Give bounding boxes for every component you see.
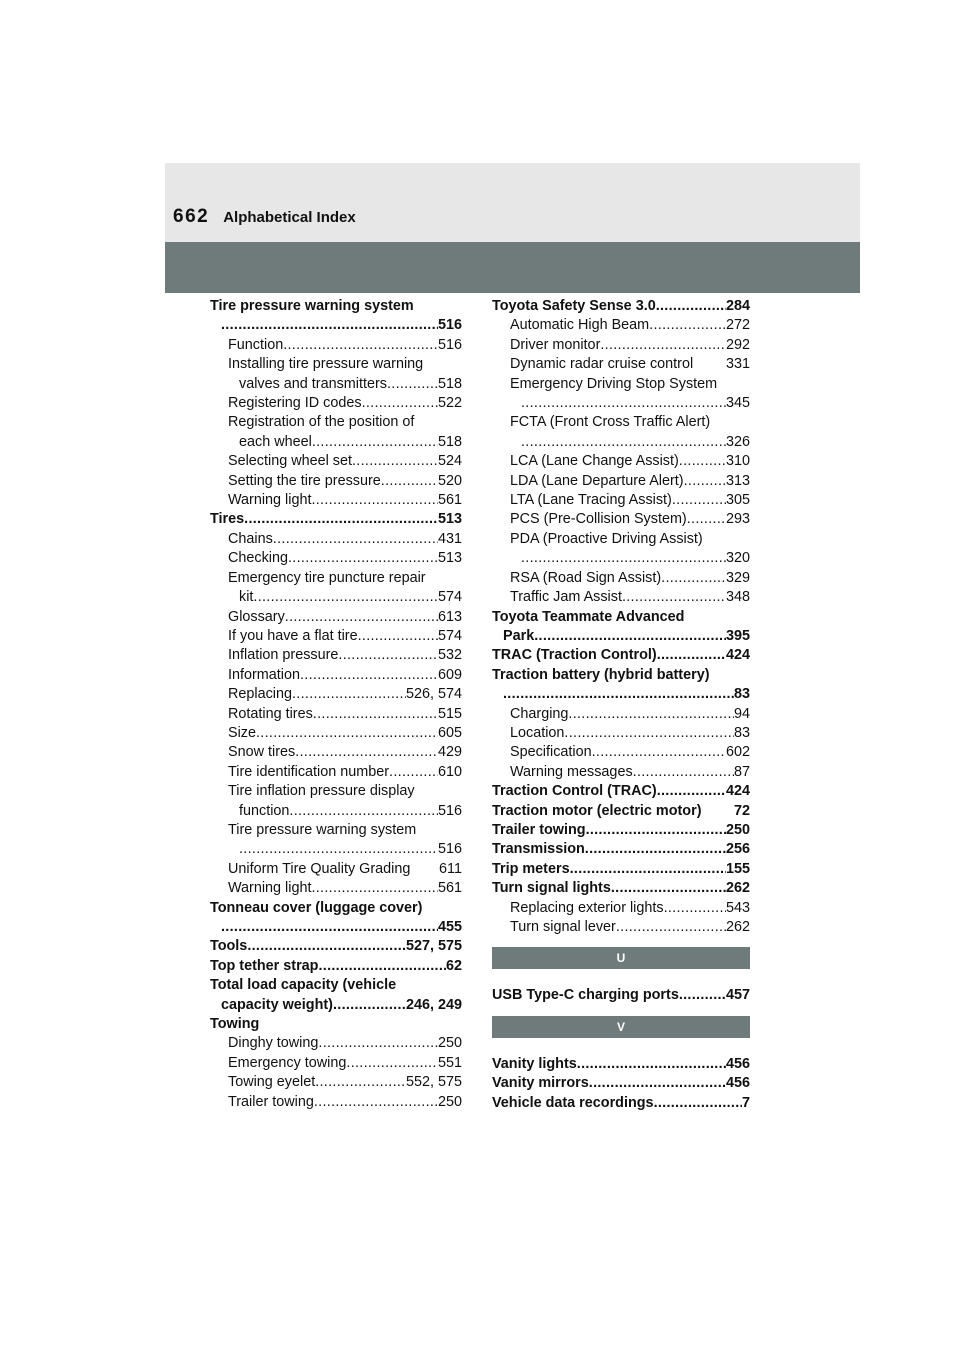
page-reference: 62 (445, 957, 462, 974)
index-entry: Traction battery (hybrid battery) (492, 666, 710, 683)
page-reference: 345 (725, 395, 750, 412)
entry-term: Dinghy towing (228, 1035, 319, 1052)
index-column-right (492, 297, 750, 1113)
page-reference: 331 (725, 356, 750, 373)
entry-term: Uniform Tire Quality Grading (228, 860, 411, 877)
dot-leader (684, 472, 726, 491)
dot-leader (622, 588, 726, 607)
index-subentry (492, 433, 750, 452)
entry-term: If you have a flat tire (228, 627, 358, 644)
page-reference: 561 (437, 880, 462, 897)
index-subentry (492, 452, 750, 471)
index-entry (492, 646, 750, 665)
page-reference: 561 (437, 492, 462, 509)
index-column-left (210, 297, 462, 1112)
index-subentry (492, 588, 750, 607)
page-header (165, 163, 860, 293)
index-entry (492, 1074, 750, 1093)
entry-term: Tires (210, 511, 245, 528)
entry-term: Warning messages (510, 763, 633, 780)
index-subentry: Emergency Driving Stop System (510, 375, 718, 392)
page-reference: 250 (437, 1035, 462, 1052)
index-entry (210, 510, 462, 529)
index-entry (492, 986, 750, 1005)
entry-term: Traction motor (electric motor) (492, 802, 702, 819)
page-reference: 7 (741, 1094, 750, 1111)
page-reference: 262 (725, 919, 750, 935)
entry-term: Tools (210, 938, 248, 955)
entry-term: Glossary (228, 608, 285, 625)
entry-term: Replacing exterior lights (510, 899, 664, 916)
page-title: Alphabetical Index (223, 209, 356, 226)
index-entry (492, 782, 750, 801)
dot-leader (600, 336, 726, 355)
page-reference: 520 (437, 472, 462, 489)
index-subentry (492, 491, 750, 510)
page-reference: 513 (437, 550, 462, 567)
index-subentry (492, 355, 750, 374)
page-reference: 526, 574 (405, 686, 462, 703)
dot-leader (657, 646, 726, 665)
entry-term: Checking (228, 550, 288, 567)
entry-term: Traffic Jam Assist (510, 589, 622, 606)
entry-term: Emergency towing (228, 1054, 347, 1071)
index-subentry (492, 569, 750, 588)
page-reference: 524 (437, 453, 462, 470)
page-reference: 515 (437, 705, 462, 722)
entry-term: Towing eyelet (228, 1074, 316, 1091)
entry-term: Setting the tire pressure (228, 472, 381, 489)
page-reference: 455 (437, 919, 462, 935)
dot-leader (338, 646, 438, 665)
entry-term: TRAC (Traction Control) (492, 647, 657, 664)
index-subentry (210, 802, 462, 821)
dot-leader (387, 375, 438, 394)
index-subentry (210, 433, 462, 452)
entry-term: Traction Control (TRAC) (492, 783, 657, 800)
page-reference: 293 (725, 511, 750, 528)
entry-term: Charging (510, 705, 569, 722)
dot-leader (292, 685, 406, 704)
dot-leader (568, 705, 734, 724)
entry-term: Dynamic radar cruise control (510, 356, 694, 373)
page-reference: 326 (725, 433, 750, 450)
page-reference: 250 (437, 1093, 462, 1110)
entry-term: Vanity mirrors (492, 1075, 589, 1092)
page-reference: 72 (733, 802, 750, 819)
index-subentry (492, 724, 750, 743)
page-reference: 83 (733, 686, 750, 703)
index-entry (210, 957, 462, 976)
dot-leader (503, 685, 734, 704)
page-reference: 83 (733, 724, 750, 741)
entry-term: Warning light (228, 492, 312, 509)
page-reference: 292 (725, 336, 750, 353)
index-subentry: Registration of the position of (228, 414, 415, 431)
entry-term: Trailer towing (228, 1093, 314, 1110)
dot-leader (679, 452, 726, 471)
index-subentry (492, 549, 750, 568)
page-reference: 424 (725, 783, 750, 800)
entry-term: Selecting wheel set (228, 453, 352, 470)
page-reference: 305 (725, 492, 750, 509)
index-subentry: Emergency tire puncture repair (228, 569, 426, 586)
index-subentry: PDA (Proactive Driving Assist) (510, 530, 703, 547)
dot-leader (649, 316, 726, 335)
page-reference: 605 (437, 724, 462, 741)
page-number: 662 (173, 206, 210, 227)
index-entry: Tire pressure warning system (210, 298, 414, 314)
page-reference: 518 (437, 433, 462, 450)
page-reference: 329 (725, 569, 750, 586)
index-subentry (492, 316, 750, 335)
dot-leader (589, 1074, 726, 1093)
index-subentry (210, 627, 462, 646)
dot-leader (239, 840, 438, 859)
index-subentry: Tire pressure warning system (228, 821, 417, 838)
page-reference: 609 (437, 666, 462, 683)
index-subentry (492, 394, 750, 413)
page-reference: 574 (437, 627, 462, 644)
page-reference: 313 (725, 472, 750, 489)
index-subentry (210, 1093, 462, 1112)
dot-leader (311, 491, 438, 510)
index-subentry (210, 1073, 462, 1092)
page-reference: 250 (725, 821, 750, 838)
dot-leader (664, 899, 726, 918)
dot-leader (333, 996, 406, 1015)
entry-term: Toyota Safety Sense 3.0 (492, 298, 656, 314)
dot-leader (564, 724, 734, 743)
dot-leader (295, 743, 438, 762)
index-subentry (492, 472, 750, 491)
index-entry (492, 840, 750, 859)
dot-leader (358, 627, 438, 646)
index-entry (210, 918, 462, 937)
index-subentry (210, 840, 462, 859)
index-entry (492, 1055, 750, 1074)
index-entry (492, 802, 750, 821)
index-subentry (210, 705, 462, 724)
page-reference: 602 (725, 744, 750, 761)
index-subentry (210, 666, 462, 685)
entry-term: Trip meters (492, 860, 570, 877)
dot-leader (534, 627, 726, 646)
page-reference: 310 (725, 453, 750, 470)
index-subentry (210, 724, 462, 743)
dot-leader (616, 918, 726, 937)
entry-term: Registering ID codes (228, 395, 362, 412)
page-reference: 522 (437, 395, 462, 412)
entry-term: Specification (510, 744, 592, 761)
page-reference: 532 (437, 647, 462, 664)
index-subentry (210, 685, 462, 704)
entry-term: Turn signal lever (510, 919, 616, 935)
entry-term: Park (503, 627, 535, 644)
entry-term: Information (228, 666, 300, 683)
index-subentry (492, 510, 750, 529)
index-subentry (210, 530, 462, 549)
page-reference: 424 (725, 647, 750, 664)
entry-term: Transmission (492, 841, 585, 858)
index-entry (210, 996, 462, 1015)
index-subentry (210, 860, 462, 879)
entry-term: Tire identification number (228, 763, 390, 780)
dot-leader (521, 394, 726, 413)
index-subentry (210, 549, 462, 568)
index-entry (492, 821, 750, 840)
index-subentry (210, 879, 462, 898)
entry-term: function (239, 802, 290, 819)
page-reference: 611 (439, 860, 462, 877)
entry-term: USB Type-C charging ports (492, 987, 679, 1004)
page-reference: 518 (437, 375, 462, 392)
index-entry (492, 297, 750, 316)
dot-leader (585, 840, 726, 859)
page-reference: 516 (437, 317, 462, 334)
dot-leader (318, 1034, 438, 1053)
entry-term: Driver monitor (510, 336, 601, 353)
entry-term: Turn signal lights (492, 880, 611, 897)
index-entry: Towing (210, 1016, 260, 1033)
page-reference: 610 (437, 763, 462, 780)
page-reference: 320 (725, 550, 750, 567)
page-reference: 155 (725, 860, 750, 877)
index-subentry (492, 918, 750, 937)
dot-leader (679, 986, 726, 1005)
dot-leader (244, 510, 438, 529)
index-subentry (492, 336, 750, 355)
page-reference: 262 (725, 880, 750, 897)
page-reference: 551 (437, 1054, 462, 1071)
dot-leader (285, 608, 438, 627)
header-bar (165, 242, 860, 293)
entry-term: Warning light (228, 880, 312, 897)
index-subentry (210, 452, 462, 471)
page-reference: 457 (725, 987, 750, 1004)
dot-leader (289, 802, 438, 821)
index-entry (210, 937, 462, 956)
dot-leader (362, 394, 438, 413)
page-reference: 94 (733, 705, 750, 722)
page-reference: 456 (725, 1075, 750, 1092)
entry-term: LDA (Lane Departure Alert) (510, 472, 684, 489)
dot-leader (633, 763, 734, 782)
dot-leader (381, 472, 438, 491)
dot-leader (672, 491, 726, 510)
index-entry: Toyota Teammate Advanced (492, 608, 685, 625)
page-reference: 516 (437, 841, 462, 858)
entry-term: Replacing (228, 686, 292, 703)
index-entry (210, 316, 462, 335)
dot-leader (313, 705, 438, 724)
dot-leader (318, 957, 446, 976)
index-subentry (210, 1034, 462, 1053)
dot-leader (657, 782, 726, 801)
header-title-row (165, 163, 860, 233)
entry-term: Snow tires (228, 744, 296, 761)
entry-term: Function (228, 336, 284, 353)
dot-leader (256, 724, 438, 743)
entry-term: Automatic High Beam (510, 317, 650, 334)
entry-term: Top tether strap (210, 957, 319, 974)
index-subentry (210, 394, 462, 413)
dot-leader (654, 1094, 742, 1113)
dot-leader (283, 336, 438, 355)
entry-term: Chains (228, 530, 273, 547)
page-reference: 613 (437, 608, 462, 625)
index-subentry (210, 472, 462, 491)
page-reference: 348 (725, 589, 750, 606)
index-subentry (210, 743, 462, 762)
page-reference: 574 (437, 589, 462, 606)
index-subentry (210, 1054, 462, 1073)
index-entry: Tonneau cover (luggage cover) (210, 899, 423, 916)
dot-leader (592, 743, 726, 762)
dot-leader (611, 879, 726, 898)
entry-term: RSA (Road Sign Assist) (510, 569, 662, 586)
dot-leader (247, 937, 406, 956)
index-entry (492, 860, 750, 879)
dot-leader (314, 1093, 438, 1112)
dot-leader (311, 879, 438, 898)
index-subentry: Installing tire pressure warning (228, 356, 424, 373)
dot-leader (577, 1055, 726, 1074)
dot-leader (521, 549, 726, 568)
dot-leader (253, 588, 438, 607)
page-reference: 395 (725, 627, 750, 644)
entry-term: Vanity lights (492, 1055, 577, 1072)
page-reference: 256 (725, 841, 750, 858)
dot-leader (570, 860, 726, 879)
dot-leader (221, 918, 438, 937)
entry-term: LCA (Lane Change Assist) (510, 453, 679, 470)
dot-leader (656, 297, 726, 316)
index-subentry (210, 588, 462, 607)
dot-leader (389, 763, 438, 782)
entry-term: LTA (Lane Tracing Assist) (510, 492, 672, 509)
entry-term: capacity weight) (221, 996, 333, 1013)
entry-term: PCS (Pre-Collision System) (510, 511, 687, 528)
index-entry: Total load capacity (vehicle (210, 977, 397, 994)
entry-term: kit (239, 589, 254, 606)
page-reference: 87 (733, 763, 750, 780)
index-subentry (210, 491, 462, 510)
page-reference: 431 (437, 530, 462, 547)
index-subentry (210, 608, 462, 627)
entry-term: Location (510, 724, 565, 741)
index-entry (492, 685, 750, 704)
index-subentry: Tire inflation pressure display (228, 783, 415, 800)
dot-leader (273, 530, 438, 549)
section-letter-header: U (492, 947, 750, 969)
index-subentry (492, 743, 750, 762)
page-reference: 516 (437, 336, 462, 353)
page-reference: 246, 249 (405, 996, 462, 1013)
index-subentry: FCTA (Front Cross Traffic Alert) (510, 414, 711, 431)
index-entry (492, 879, 750, 898)
dot-leader (687, 510, 726, 529)
dot-leader (352, 452, 438, 471)
index-subentry (210, 646, 462, 665)
dot-leader (346, 1054, 438, 1073)
dot-leader (521, 433, 726, 452)
page-reference: 552, 575 (405, 1074, 462, 1091)
dot-leader (221, 316, 438, 335)
dot-leader (661, 569, 726, 588)
dot-leader (315, 1073, 406, 1092)
index-subentry (210, 375, 462, 394)
page-reference: 429 (437, 744, 462, 761)
index-subentry (210, 763, 462, 782)
page-reference: 513 (437, 511, 462, 528)
entry-term: each wheel (239, 433, 312, 450)
entry-term: Inflation pressure (228, 647, 339, 664)
dot-leader (300, 666, 438, 685)
page-reference: 456 (725, 1055, 750, 1072)
entry-term: Vehicle data recordings (492, 1094, 654, 1111)
entry-term: Rotating tires (228, 705, 313, 722)
page-reference: 527, 575 (405, 938, 462, 955)
dot-leader (312, 433, 438, 452)
page-reference: 516 (437, 802, 462, 819)
page-reference: 272 (725, 317, 750, 334)
entry-term: Size (228, 724, 256, 741)
index-subentry (210, 336, 462, 355)
page-reference: 543 (725, 899, 750, 916)
entry-term: valves and transmitters (239, 375, 387, 392)
page-reference: 284 (725, 298, 750, 314)
index-subentry (492, 899, 750, 918)
index-entry (492, 627, 750, 646)
entry-term: Trailer towing (492, 821, 586, 838)
index-subentry (492, 763, 750, 782)
index-entry (492, 1094, 750, 1113)
section-letter-header: V (492, 1016, 750, 1038)
dot-leader (288, 549, 438, 568)
dot-leader (586, 821, 726, 840)
index-subentry (492, 705, 750, 724)
